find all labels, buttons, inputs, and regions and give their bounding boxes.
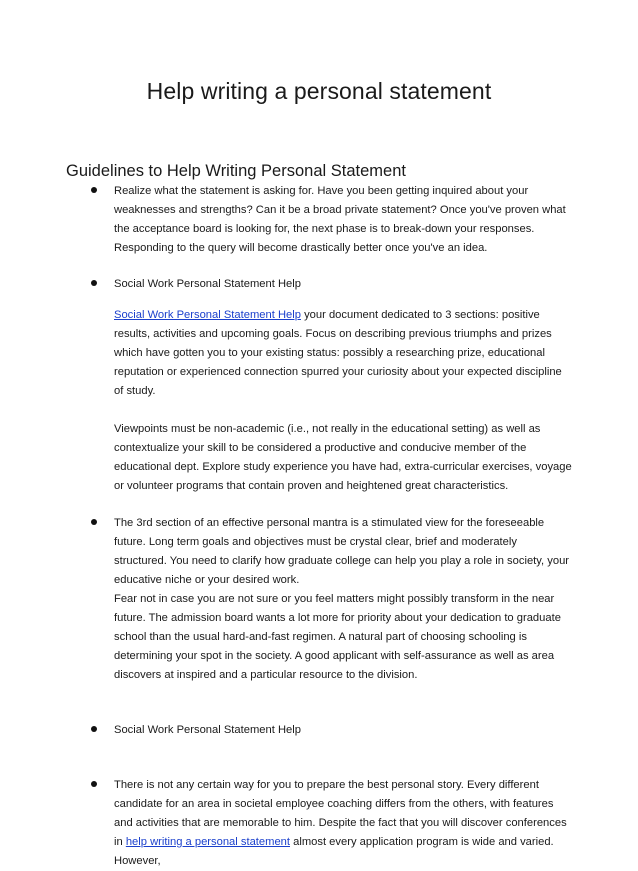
item-paragraph: Fear not in case you are not sure or you feel matters might possibly transform in the near future. The admission board wants a lot more for priority about your dedication to graduate school than the usual hard-and-fast regimen. A natural part of choosing schooling is determining your spot in the society. A good applicant with self-assurance as well as area discovers at inspired and a particular resource to the division.: [114, 593, 561, 681]
list-item: [0, 721, 638, 740]
bullet-icon: [91, 280, 97, 286]
item-heading: Social Work Personal Statement Help: [114, 278, 301, 290]
bullet-icon: [91, 781, 97, 787]
item-paragraph: [114, 776, 572, 871]
guidelines-list: [0, 182, 638, 871]
bullet-icon: [91, 519, 97, 525]
item-paragraph: Realize what the statement is asking for. Have you been getting inquired about your weaknesses and strengths? Can it be a broad private statement? Once you've proven what the acceptance board is looking for, the next phase is to break-down your responses. Responding to the query will become drastically better once you've an idea.: [114, 185, 566, 254]
list-item: [0, 275, 638, 496]
help-writing-link[interactable]: help writing a personal statement: [125, 836, 291, 848]
section-heading: Guidelines to Help Writing Personal Statement: [66, 162, 406, 180]
item-paragraph: [114, 306, 572, 401]
item-paragraph-text: There is not any certain way for you to prepare the best personal story. Every different candidate for an area in societal employee coaching differs from the others, with features and activities that are memorable to him. Despite the fact that you will discover conferences in: [114, 779, 567, 848]
item-paragraph-text: your document dedicated to 3 sections: positive results, activities and upcoming goals. Focus on describing previous triumphs and prizes which have gotten you to your existing status: possibly a researching prize, educational reputation or experienced connection spurred your curiosity about your expected discipline of study.: [114, 309, 562, 397]
bullet-icon: [91, 187, 97, 193]
bullet-icon: [91, 726, 97, 732]
item-paragraph-text: almost every application program is wide and varied. However,: [114, 836, 554, 867]
item-heading: Social Work Personal Statement Help: [114, 724, 301, 736]
page-title: Help writing a personal statement: [146, 78, 492, 104]
list-item: [0, 776, 638, 871]
list-item: [0, 182, 638, 258]
list-item: [0, 514, 638, 685]
social-work-help-link[interactable]: Social Work Personal Statement Help: [114, 309, 301, 321]
item-paragraph: The 3rd section of an effective personal mantra is a stimulated view for the foreseeable future. Long term goals and objectives must be crystal clear, brief and moderately structured. You need to clarify how graduate college can help you play a role in society, your educative niche or your desired work.: [114, 517, 570, 586]
item-paragraph: Viewpoints must be non-academic (i.e., not really in the educational setting) as well as contextualize your skill to be considered a productive and conducive member of the educational dept. Explore study experience you have had, extra-curricular exercises, voyage or volunteer programs that contain proven and heightened great characteristics.: [114, 423, 572, 492]
